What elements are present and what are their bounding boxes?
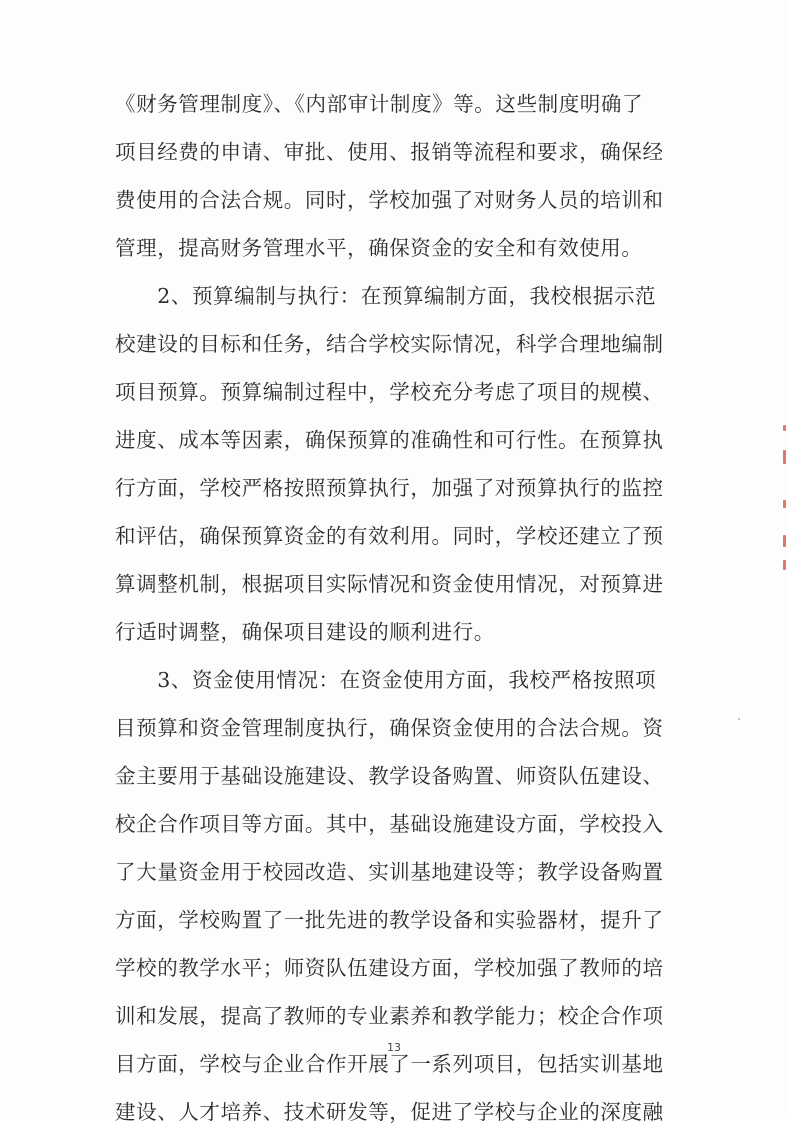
seal-edge-mark xyxy=(783,535,786,547)
text-line-1: 《财务管理制度》、《内部审计制度》等。这些制度明确了 xyxy=(115,92,644,116)
text-line-4: 管理，提高财务管理水平，确保资金的安全和有效使用。 xyxy=(115,236,643,260)
seal-edge-mark xyxy=(783,425,786,431)
text-line-15: 金主要用于基础设施建设、教学设备购置、师资队伍建设、 xyxy=(115,764,664,788)
seal-edge-mark xyxy=(783,450,786,464)
seal-edge-mark xyxy=(783,560,786,570)
scan-speck xyxy=(738,718,740,720)
text-line-5: 2、预算编制与执行：在预算编制方面，我校根据示范 xyxy=(115,284,657,308)
text-line-3: 费使用的合法合规。同时，学校加强了对财务人员的培训和 xyxy=(115,188,664,212)
text-line-16: 校企合作项目等方面。其中，基础设施建设方面，学校投入 xyxy=(115,812,664,836)
text-line-13: 3、资金使用情况：在资金使用方面，我校严格按照项 xyxy=(115,668,657,692)
text-line-6: 校建设的目标和任务，结合学校实际情况，科学合理地编制 xyxy=(115,332,664,356)
text-line-14: 目预算和资金管理制度执行，确保资金使用的合法合规。资 xyxy=(115,716,664,740)
seal-edge-mark xyxy=(783,500,786,508)
text-line-21: 目方面，学校与企业合作开展了一系列项目，包括实训基地 xyxy=(115,1052,664,1076)
text-line-9: 行方面，学校严格按照预算执行，加强了对预算执行的监控 xyxy=(115,476,664,500)
page-number: 13 xyxy=(387,1041,401,1054)
text-line-19: 学校的教学水平；师资队伍建设方面，学校加强了教师的培 xyxy=(115,956,664,980)
text-line-18: 方面，学校购置了一批先进的教学设备和实验器材，提升了 xyxy=(115,908,664,932)
text-line-8: 进度、成本等因素，确保预算的准确性和可行性。在预算执 xyxy=(115,428,664,452)
text-line-12: 行适时调整，确保项目建设的顺利进行。 xyxy=(115,620,495,644)
body-text xyxy=(115,80,675,1136)
text-line-17: 了大量资金用于校园改造、实训基地建设等；教学设备购置 xyxy=(115,860,664,884)
text-line-10: 和评估，确保预算资金的有效利用。同时，学校还建立了预 xyxy=(115,524,664,548)
text-line-7: 项目预算。预算编制过程中，学校充分考虑了项目的规模、 xyxy=(115,380,664,404)
text-line-20: 训和发展，提高了教师的专业素养和教学能力；校企合作项 xyxy=(115,1004,664,1028)
text-line-22: 建设、人才培养、技术研发等，促进了学校与企业的深度融 xyxy=(115,1100,664,1124)
text-line-11: 算调整机制，根据项目实际情况和资金使用情况，对预算进 xyxy=(115,572,664,596)
text-line-2: 项目经费的申请、审批、使用、报销等流程和要求，确保经 xyxy=(115,140,664,164)
